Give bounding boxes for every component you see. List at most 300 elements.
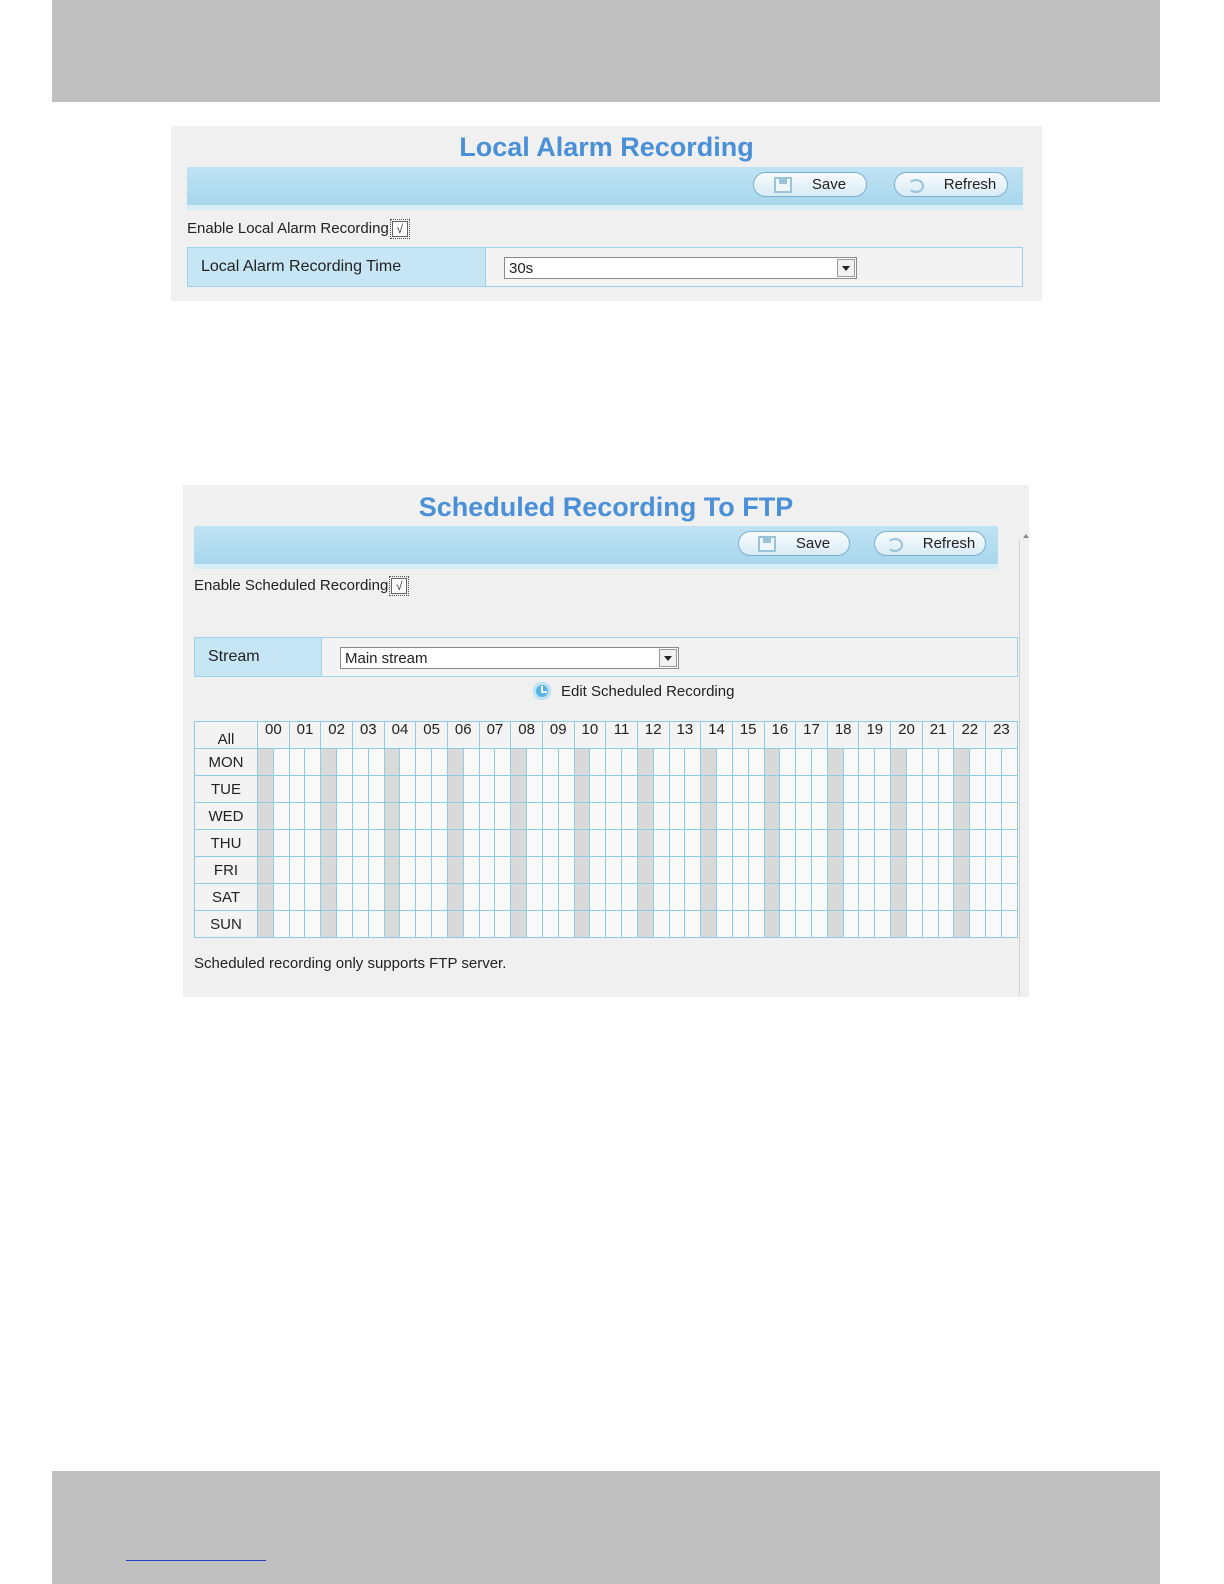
schedule-cell[interactable] xyxy=(748,830,764,857)
schedule-cell[interactable] xyxy=(685,857,701,884)
schedule-cell[interactable] xyxy=(527,911,543,938)
schedule-cell[interactable] xyxy=(321,830,337,857)
schedule-cell[interactable] xyxy=(748,884,764,911)
schedule-cell[interactable] xyxy=(558,776,574,803)
schedule-cell[interactable] xyxy=(384,803,400,830)
schedule-cell[interactable] xyxy=(574,911,590,938)
schedule-cell[interactable] xyxy=(812,749,828,776)
schedule-cell[interactable] xyxy=(495,857,511,884)
day-label[interactable]: TUE xyxy=(195,776,258,803)
schedule-cell[interactable] xyxy=(843,884,859,911)
schedule-cell[interactable] xyxy=(859,776,875,803)
schedule-cell[interactable] xyxy=(432,911,448,938)
schedule-cell[interactable] xyxy=(337,749,353,776)
schedule-cell[interactable] xyxy=(938,857,954,884)
schedule-cell[interactable] xyxy=(590,776,606,803)
schedule-cell[interactable] xyxy=(764,911,780,938)
schedule-cell[interactable] xyxy=(479,884,495,911)
schedule-cell[interactable] xyxy=(337,911,353,938)
schedule-cell[interactable] xyxy=(416,749,432,776)
schedule-cell[interactable] xyxy=(368,911,384,938)
schedule-cell[interactable] xyxy=(748,911,764,938)
hour-header[interactable]: 08 xyxy=(511,722,543,749)
schedule-cell[interactable] xyxy=(289,857,305,884)
schedule-cell[interactable] xyxy=(305,884,321,911)
day-label[interactable]: SUN xyxy=(195,911,258,938)
schedule-cell[interactable] xyxy=(637,776,653,803)
schedule-cell[interactable] xyxy=(954,803,970,830)
schedule-cell[interactable] xyxy=(273,803,289,830)
schedule-cell[interactable] xyxy=(606,803,622,830)
schedule-cell[interactable] xyxy=(906,830,922,857)
schedule-cell[interactable] xyxy=(891,884,907,911)
schedule-cell[interactable] xyxy=(922,803,938,830)
schedule-cell[interactable] xyxy=(764,749,780,776)
schedule-cell[interactable] xyxy=(685,749,701,776)
schedule-cell[interactable] xyxy=(416,884,432,911)
schedule-cell[interactable] xyxy=(305,776,321,803)
schedule-cell[interactable] xyxy=(590,884,606,911)
schedule-cell[interactable] xyxy=(922,830,938,857)
schedule-cell[interactable] xyxy=(384,776,400,803)
day-label[interactable]: FRI xyxy=(195,857,258,884)
hour-header[interactable]: 22 xyxy=(954,722,986,749)
schedule-cell[interactable] xyxy=(416,857,432,884)
schedule-cell[interactable] xyxy=(511,830,527,857)
schedule-cell[interactable] xyxy=(527,749,543,776)
schedule-cell[interactable] xyxy=(859,884,875,911)
schedule-cell[interactable] xyxy=(447,803,463,830)
schedule-cell[interactable] xyxy=(352,803,368,830)
chevron-down-icon[interactable] xyxy=(837,259,855,277)
schedule-cell[interactable] xyxy=(289,749,305,776)
schedule-cell[interactable] xyxy=(416,803,432,830)
schedule-cell[interactable] xyxy=(843,911,859,938)
schedule-cell[interactable] xyxy=(384,857,400,884)
schedule-cell[interactable] xyxy=(400,776,416,803)
schedule-cell[interactable] xyxy=(669,857,685,884)
schedule-cell[interactable] xyxy=(717,749,733,776)
schedule-cell[interactable] xyxy=(938,830,954,857)
schedule-cell[interactable] xyxy=(906,776,922,803)
schedule-cell[interactable] xyxy=(922,884,938,911)
schedule-cell[interactable] xyxy=(780,830,796,857)
schedule-cell[interactable] xyxy=(875,803,891,830)
edit-scheduled-recording-link[interactable] xyxy=(533,682,734,700)
schedule-cell[interactable] xyxy=(970,857,986,884)
schedule-cell[interactable] xyxy=(796,884,812,911)
schedule-cell[interactable] xyxy=(637,830,653,857)
schedule-cell[interactable] xyxy=(780,884,796,911)
schedule-cell[interactable] xyxy=(653,857,669,884)
schedule-cell[interactable] xyxy=(653,776,669,803)
schedule-cell[interactable] xyxy=(384,884,400,911)
schedule-cell[interactable] xyxy=(875,749,891,776)
schedule-cell[interactable] xyxy=(717,830,733,857)
schedule-cell[interactable] xyxy=(432,884,448,911)
schedule-cell[interactable] xyxy=(321,776,337,803)
schedule-cell[interactable] xyxy=(859,830,875,857)
schedule-cell[interactable] xyxy=(432,749,448,776)
schedule-cell[interactable] xyxy=(812,830,828,857)
schedule-cell[interactable] xyxy=(748,857,764,884)
schedule-cell[interactable] xyxy=(906,911,922,938)
schedule-cell[interactable] xyxy=(796,803,812,830)
schedule-cell[interactable] xyxy=(495,830,511,857)
schedule-cell[interactable] xyxy=(273,911,289,938)
schedule-cell[interactable] xyxy=(701,776,717,803)
schedule-cell[interactable] xyxy=(1001,776,1017,803)
schedule-cell[interactable] xyxy=(511,803,527,830)
schedule-cell[interactable] xyxy=(891,830,907,857)
schedule-cell[interactable] xyxy=(859,803,875,830)
schedule-cell[interactable] xyxy=(368,749,384,776)
hour-header[interactable]: 04 xyxy=(384,722,416,749)
schedule-cell[interactable] xyxy=(748,803,764,830)
schedule-cell[interactable] xyxy=(447,911,463,938)
schedule-cell[interactable] xyxy=(495,803,511,830)
schedule-cell[interactable] xyxy=(400,884,416,911)
schedule-cell[interactable] xyxy=(258,830,274,857)
schedule-cell[interactable] xyxy=(827,830,843,857)
footer-link[interactable] xyxy=(126,1552,266,1561)
schedule-cell[interactable] xyxy=(669,884,685,911)
schedule-cell[interactable] xyxy=(938,911,954,938)
schedule-cell[interactable] xyxy=(622,803,638,830)
hour-header[interactable]: 15 xyxy=(732,722,764,749)
schedule-cell[interactable] xyxy=(542,830,558,857)
schedule-cell[interactable] xyxy=(400,857,416,884)
refresh-button[interactable] xyxy=(874,531,986,556)
schedule-cell[interactable] xyxy=(495,749,511,776)
schedule-cell[interactable] xyxy=(527,830,543,857)
schedule-cell[interactable] xyxy=(432,857,448,884)
day-label[interactable]: SAT xyxy=(195,884,258,911)
schedule-cell[interactable] xyxy=(637,911,653,938)
schedule-cell[interactable] xyxy=(400,803,416,830)
schedule-cell[interactable] xyxy=(922,749,938,776)
schedule-cell[interactable] xyxy=(812,911,828,938)
schedule-cell[interactable] xyxy=(463,911,479,938)
schedule-cell[interactable] xyxy=(305,803,321,830)
enable-scheduled-checkbox[interactable]: √ xyxy=(391,578,407,594)
schedule-cell[interactable] xyxy=(827,884,843,911)
schedule-cell[interactable] xyxy=(447,884,463,911)
schedule-cell[interactable] xyxy=(622,911,638,938)
schedule-cell[interactable] xyxy=(986,776,1002,803)
hour-header[interactable]: 10 xyxy=(574,722,606,749)
schedule-cell[interactable] xyxy=(986,857,1002,884)
schedule-cell[interactable] xyxy=(289,830,305,857)
schedule-cell[interactable] xyxy=(986,749,1002,776)
schedule-cell[interactable] xyxy=(368,776,384,803)
schedule-cell[interactable] xyxy=(685,803,701,830)
schedule-cell[interactable] xyxy=(1001,749,1017,776)
schedule-cell[interactable] xyxy=(859,749,875,776)
schedule-cell[interactable] xyxy=(352,884,368,911)
schedule-cell[interactable] xyxy=(685,911,701,938)
schedule-cell[interactable] xyxy=(463,884,479,911)
schedule-cell[interactable] xyxy=(273,749,289,776)
schedule-cell[interactable] xyxy=(606,749,622,776)
schedule-cell[interactable] xyxy=(495,776,511,803)
schedule-cell[interactable] xyxy=(352,749,368,776)
schedule-cell[interactable] xyxy=(337,830,353,857)
schedule-cell[interactable] xyxy=(717,776,733,803)
schedule-cell[interactable] xyxy=(954,830,970,857)
stream-select[interactable] xyxy=(340,647,679,669)
schedule-cell[interactable] xyxy=(400,749,416,776)
schedule-cell[interactable] xyxy=(384,830,400,857)
schedule-cell[interactable] xyxy=(527,857,543,884)
schedule-cell[interactable] xyxy=(321,803,337,830)
schedule-cell[interactable] xyxy=(352,830,368,857)
schedule-cell[interactable] xyxy=(622,776,638,803)
hour-header[interactable]: 21 xyxy=(922,722,954,749)
schedule-cell[interactable] xyxy=(637,857,653,884)
schedule-cell[interactable] xyxy=(479,857,495,884)
schedule-cell[interactable] xyxy=(463,857,479,884)
save-button[interactable] xyxy=(738,531,850,556)
schedule-cell[interactable] xyxy=(258,911,274,938)
schedule-cell[interactable] xyxy=(305,749,321,776)
schedule-cell[interactable] xyxy=(622,884,638,911)
schedule-cell[interactable] xyxy=(574,857,590,884)
schedule-cell[interactable] xyxy=(258,776,274,803)
schedule-cell[interactable] xyxy=(669,911,685,938)
schedule-cell[interactable] xyxy=(368,830,384,857)
schedule-cell[interactable] xyxy=(368,857,384,884)
schedule-cell[interactable] xyxy=(922,911,938,938)
hour-header[interactable]: 16 xyxy=(764,722,796,749)
hour-header[interactable]: 02 xyxy=(321,722,353,749)
schedule-cell[interactable] xyxy=(606,884,622,911)
schedule-cell[interactable] xyxy=(337,776,353,803)
schedule-cell[interactable] xyxy=(796,776,812,803)
schedule-cell[interactable] xyxy=(558,803,574,830)
schedule-cell[interactable] xyxy=(843,749,859,776)
hour-header[interactable]: 05 xyxy=(416,722,448,749)
schedule-cell[interactable] xyxy=(352,776,368,803)
schedule-cell[interactable] xyxy=(606,830,622,857)
schedule-cell[interactable] xyxy=(653,911,669,938)
schedule-cell[interactable] xyxy=(843,803,859,830)
schedule-cell[interactable] xyxy=(637,803,653,830)
schedule-cell[interactable] xyxy=(463,830,479,857)
schedule-cell[interactable] xyxy=(590,911,606,938)
schedule-cell[interactable] xyxy=(479,776,495,803)
schedule-cell[interactable] xyxy=(812,857,828,884)
schedule-cell[interactable] xyxy=(859,911,875,938)
schedule-cell[interactable] xyxy=(1001,884,1017,911)
schedule-cell[interactable] xyxy=(447,830,463,857)
schedule-cell[interactable] xyxy=(432,776,448,803)
schedule-cell[interactable] xyxy=(653,803,669,830)
schedule-cell[interactable] xyxy=(1001,911,1017,938)
schedule-cell[interactable] xyxy=(954,749,970,776)
schedule-cell[interactable] xyxy=(796,911,812,938)
schedule-cell[interactable] xyxy=(463,776,479,803)
schedule-cell[interactable] xyxy=(527,776,543,803)
schedule-cell[interactable] xyxy=(574,749,590,776)
schedule-cell[interactable] xyxy=(843,776,859,803)
enable-local-alarm-checkbox[interactable]: √ xyxy=(392,221,408,237)
schedule-cell[interactable] xyxy=(258,857,274,884)
schedule-cell[interactable] xyxy=(701,803,717,830)
schedule-cell[interactable] xyxy=(463,749,479,776)
hour-header[interactable]: 07 xyxy=(479,722,511,749)
hour-header[interactable]: 12 xyxy=(637,722,669,749)
schedule-cell[interactable] xyxy=(748,776,764,803)
schedule-cell[interactable] xyxy=(954,857,970,884)
schedule-cell[interactable] xyxy=(922,776,938,803)
schedule-cell[interactable] xyxy=(368,803,384,830)
schedule-cell[interactable] xyxy=(590,803,606,830)
schedule-cell[interactable] xyxy=(970,884,986,911)
schedule-cell[interactable] xyxy=(796,830,812,857)
schedule-cell[interactable] xyxy=(447,857,463,884)
schedule-cell[interactable] xyxy=(701,884,717,911)
schedule-cell[interactable] xyxy=(685,776,701,803)
schedule-cell[interactable] xyxy=(732,884,748,911)
schedule-cell[interactable] xyxy=(590,857,606,884)
schedule-cell[interactable] xyxy=(891,776,907,803)
refresh-button[interactable] xyxy=(894,172,1008,197)
schedule-cell[interactable] xyxy=(337,884,353,911)
schedule-cell[interactable] xyxy=(352,857,368,884)
schedule-cell[interactable] xyxy=(527,884,543,911)
schedule-cell[interactable] xyxy=(542,911,558,938)
hour-header[interactable]: 11 xyxy=(606,722,638,749)
hour-header[interactable]: 18 xyxy=(827,722,859,749)
schedule-cell[interactable] xyxy=(384,749,400,776)
hour-header[interactable]: 06 xyxy=(447,722,479,749)
schedule-cell[interactable] xyxy=(891,803,907,830)
schedule-cell[interactable] xyxy=(922,857,938,884)
schedule-cell[interactable] xyxy=(511,911,527,938)
schedule-cell[interactable] xyxy=(574,803,590,830)
schedule-cell[interactable] xyxy=(938,776,954,803)
schedule-cell[interactable] xyxy=(954,911,970,938)
schedule-cell[interactable] xyxy=(717,857,733,884)
schedule-cell[interactable] xyxy=(273,830,289,857)
schedule-cell[interactable] xyxy=(938,749,954,776)
schedule-cell[interactable] xyxy=(289,803,305,830)
schedule-cell[interactable] xyxy=(796,857,812,884)
schedule-cell[interactable] xyxy=(511,776,527,803)
schedule-cell[interactable] xyxy=(416,830,432,857)
schedule-cell[interactable] xyxy=(637,749,653,776)
schedule-cell[interactable] xyxy=(780,803,796,830)
schedule-cell[interactable] xyxy=(289,911,305,938)
hour-header[interactable]: 09 xyxy=(542,722,574,749)
schedule-cell[interactable] xyxy=(368,884,384,911)
schedule-cell[interactable] xyxy=(653,749,669,776)
schedule-cell[interactable] xyxy=(289,884,305,911)
schedule-cell[interactable] xyxy=(812,776,828,803)
schedule-cell[interactable] xyxy=(827,911,843,938)
schedule-cell[interactable] xyxy=(558,749,574,776)
schedule-cell[interactable] xyxy=(685,830,701,857)
schedule-cell[interactable] xyxy=(400,830,416,857)
schedule-cell[interactable] xyxy=(352,911,368,938)
schedule-cell[interactable] xyxy=(780,911,796,938)
schedule-cell[interactable] xyxy=(906,749,922,776)
schedule-cell[interactable] xyxy=(463,803,479,830)
hour-header[interactable]: 19 xyxy=(859,722,891,749)
hour-header[interactable]: 23 xyxy=(986,722,1018,749)
schedule-cell[interactable] xyxy=(875,776,891,803)
schedule-cell[interactable] xyxy=(542,884,558,911)
schedule-cell[interactable] xyxy=(970,911,986,938)
schedule-cell[interactable] xyxy=(416,776,432,803)
hour-header[interactable]: 01 xyxy=(289,722,321,749)
schedule-cell[interactable] xyxy=(542,749,558,776)
schedule-cell[interactable] xyxy=(938,884,954,911)
schedule-cell[interactable] xyxy=(954,776,970,803)
schedule-cell[interactable] xyxy=(1001,830,1017,857)
schedule-cell[interactable] xyxy=(479,911,495,938)
schedule-cell[interactable] xyxy=(527,803,543,830)
hour-header[interactable]: 13 xyxy=(669,722,701,749)
schedule-cell[interactable] xyxy=(843,830,859,857)
schedule-cell[interactable] xyxy=(717,911,733,938)
schedule-cell[interactable] xyxy=(1001,857,1017,884)
schedule-cell[interactable] xyxy=(622,857,638,884)
schedule-cell[interactable] xyxy=(416,911,432,938)
schedule-cell[interactable] xyxy=(258,884,274,911)
schedule-cell[interactable] xyxy=(669,803,685,830)
scrollbar[interactable] xyxy=(1019,540,1020,995)
schedule-cell[interactable] xyxy=(764,803,780,830)
schedule-cell[interactable] xyxy=(669,776,685,803)
schedule-cell[interactable] xyxy=(495,884,511,911)
schedule-cell[interactable] xyxy=(558,857,574,884)
schedule-cell[interactable] xyxy=(701,830,717,857)
schedule-cell[interactable] xyxy=(986,911,1002,938)
schedule-cell[interactable] xyxy=(764,884,780,911)
schedule-cell[interactable] xyxy=(970,776,986,803)
schedule-cell[interactable] xyxy=(906,884,922,911)
schedule-cell[interactable] xyxy=(479,830,495,857)
schedule-cell[interactable] xyxy=(479,803,495,830)
schedule-cell[interactable] xyxy=(321,749,337,776)
schedule-cell[interactable] xyxy=(827,776,843,803)
schedule-cell[interactable] xyxy=(511,749,527,776)
schedule-cell[interactable] xyxy=(432,803,448,830)
schedule-cell[interactable] xyxy=(384,911,400,938)
schedule-cell[interactable] xyxy=(986,884,1002,911)
schedule-cell[interactable] xyxy=(637,884,653,911)
schedule-cell[interactable] xyxy=(764,776,780,803)
schedule-cell[interactable] xyxy=(273,884,289,911)
schedule-cell[interactable] xyxy=(590,830,606,857)
save-button[interactable] xyxy=(753,172,867,197)
schedule-cell[interactable] xyxy=(954,884,970,911)
schedule-cell[interactable] xyxy=(542,776,558,803)
schedule-cell[interactable] xyxy=(337,857,353,884)
schedule-cell[interactable] xyxy=(732,776,748,803)
schedule-cell[interactable] xyxy=(764,857,780,884)
schedule-cell[interactable] xyxy=(970,749,986,776)
schedule-cell[interactable] xyxy=(542,857,558,884)
day-label[interactable]: THU xyxy=(195,830,258,857)
schedule-cell[interactable] xyxy=(891,749,907,776)
scroll-up-icon[interactable] xyxy=(1023,534,1029,538)
schedule-cell[interactable] xyxy=(669,749,685,776)
schedule-cell[interactable] xyxy=(717,803,733,830)
schedule-cell[interactable] xyxy=(843,857,859,884)
